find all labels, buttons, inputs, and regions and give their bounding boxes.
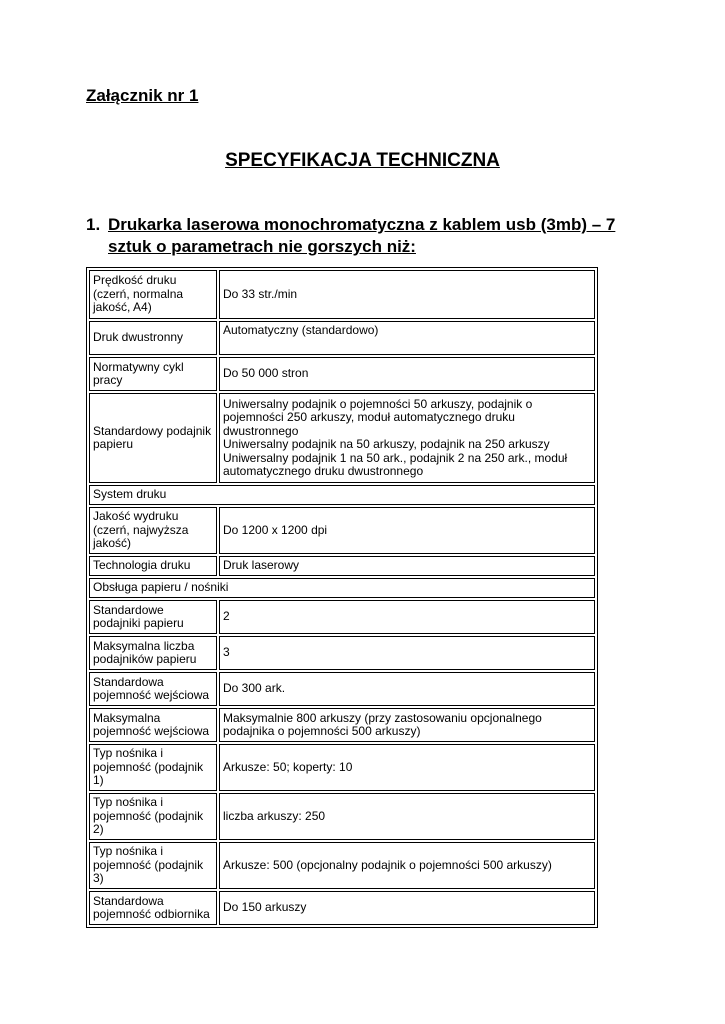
spec-value: Uniwersalny podajnik o pojemności 50 arkuszy, podajnik o pojemności 250 arkuszy, moduł automatycznego druku dwustronnego Uniwersalny podajnik na 50 arkuszy, podajnik na 250 arkuszy Uniwersalny podajnik 1 na 50 ark., podajnik 2 na 250 ark., moduł automatycznego druku dwustronnego <box>219 393 595 483</box>
table-row <box>89 485 595 505</box>
spec-value: Do 300 ark. <box>219 672 595 706</box>
annex-title: Załącznik nr 1 <box>86 86 199 105</box>
spec-value: Automatyczny (standardowo) <box>219 321 595 355</box>
spec-label: Typ nośnika i pojemność (podajnik 2) <box>89 793 217 840</box>
spec-value: Arkusze: 50; koperty: 10 <box>219 744 595 791</box>
spec-label: Technologia druku <box>89 556 217 576</box>
table-row <box>89 842 595 889</box>
table-row <box>89 270 595 319</box>
spec-value: Do 50 000 stron <box>219 357 595 391</box>
table-row <box>89 744 595 791</box>
spec-value: Arkusze: 500 (opcjonalny podajnik o pojemności 500 arkuszy) <box>219 842 595 889</box>
spec-value: Maksymalnie 800 arkuszy (przy zastosowaniu opcjonalnego podajnika o pojemności 500 arkuszy) <box>219 708 595 742</box>
spec-label: Standardowa pojemność wejściowa <box>89 672 217 706</box>
spec-label: Maksymalna pojemność wejściowa <box>89 708 217 742</box>
spec-value: Do 150 arkuszy <box>219 891 595 925</box>
spec-label: Standardowy podajnik papieru <box>89 393 217 483</box>
spec-label: Normatywny cykl pracy <box>89 357 217 391</box>
table-row <box>89 891 595 925</box>
spec-section-header: Obsługa papieru / nośniki <box>89 578 595 598</box>
spec-value: Do 33 str./min <box>219 270 595 319</box>
table-row <box>89 507 595 554</box>
spec-value: 2 <box>219 600 595 634</box>
spec-label: Jakość wydruku (czerń, najwyższa jakość) <box>89 507 217 554</box>
spec-value: liczba arkuszy: 250 <box>219 793 595 840</box>
spec-label: Standardowe podajniki papieru <box>89 600 217 634</box>
spec-label: Maksymalna liczba podajników papieru <box>89 636 217 670</box>
table-row <box>89 672 595 706</box>
spec-label: Typ nośnika i pojemność (podajnik 1) <box>89 744 217 791</box>
spec-label: Prędkość druku (czerń, normalna jakość, A4) <box>89 270 217 319</box>
table-row <box>89 793 595 840</box>
table-row <box>89 357 595 391</box>
spec-value: 3 <box>219 636 595 670</box>
spec-section-header: System druku <box>89 485 595 505</box>
section-title: Drukarka laserowa monochromatyczna z kablem usb (3mb) – 7 sztuk o parametrach nie gorszych niż: <box>108 215 616 256</box>
table-row <box>89 393 595 483</box>
table-row <box>89 578 595 598</box>
document-title: SPECYFIKACJA TECHNICZNA <box>225 150 500 171</box>
section-number: 1. <box>86 215 101 234</box>
table-row <box>89 556 595 576</box>
section-heading <box>86 214 646 258</box>
table-row <box>89 708 595 742</box>
table-row <box>89 600 595 634</box>
specification-table <box>86 267 598 928</box>
table-row <box>89 636 595 670</box>
spec-value: Druk laserowy <box>219 556 595 576</box>
spec-label: Typ nośnika i pojemność (podajnik 3) <box>89 842 217 889</box>
spec-value: Do 1200 x 1200 dpi <box>219 507 595 554</box>
spec-label: Druk dwustronny <box>89 321 217 355</box>
table-row <box>89 321 595 355</box>
spec-label: Standardowa pojemność odbiornika <box>89 891 217 925</box>
